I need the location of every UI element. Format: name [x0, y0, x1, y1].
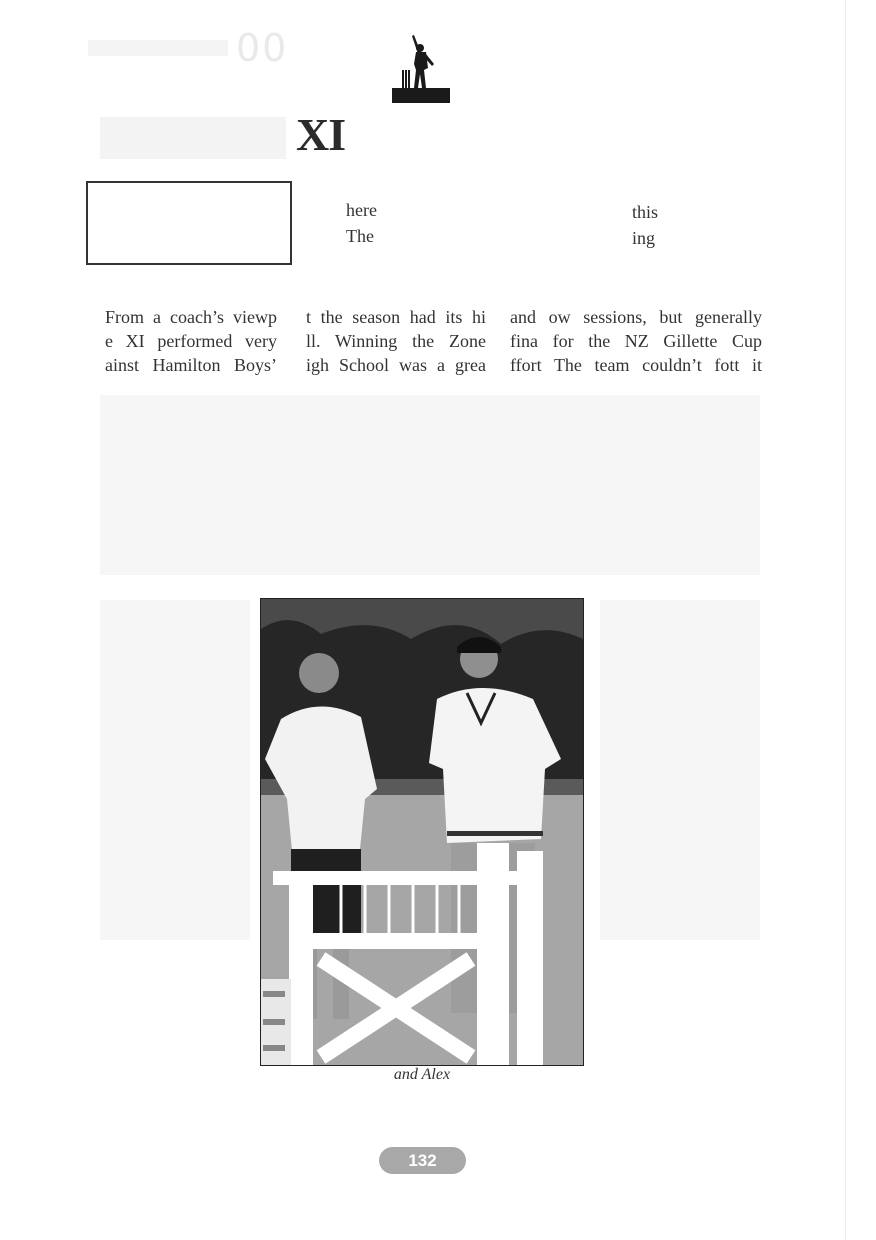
cricket-batsman-logo-icon [390, 34, 452, 106]
faded-heading-block [100, 117, 286, 159]
intro-fragment: this [632, 202, 659, 222]
faded-text-area [100, 600, 250, 940]
page-number: 132 [408, 1150, 437, 1170]
faded-header-bar [88, 40, 228, 56]
body-column-2 [306, 305, 486, 377]
body-line: igh School was a grea [306, 355, 486, 375]
body-line: t the season had its hi [306, 307, 486, 327]
body-line: ll. Winning the Zone [306, 331, 486, 351]
intro-fragment: ing [632, 228, 656, 248]
team-photo [260, 598, 584, 1066]
photo-caption: and Alex [393, 1066, 451, 1083]
body-column-3 [510, 305, 762, 377]
empty-text-frame [86, 181, 292, 265]
intro-fragment: The [346, 226, 374, 246]
body-column-1 [105, 305, 277, 377]
faded-text-area [100, 395, 760, 575]
page-number-badge [379, 1147, 466, 1174]
faded-header-number: 00 [236, 26, 289, 70]
two-cricketers-at-gate-photo [261, 599, 583, 1065]
body-line: From a coach’s viewp [105, 307, 277, 327]
body-line: fina for the NZ Gillette Cup [510, 331, 762, 351]
faded-text-area [600, 600, 760, 940]
body-line: ffort The team couldn’t fott it [510, 355, 762, 375]
intro-fragment: here [346, 200, 377, 220]
section-title: XI [296, 109, 346, 160]
body-line: e XI performed very [105, 331, 277, 351]
body-line: ainst Hamilton Boys’ [105, 355, 277, 375]
scan-edge-line [845, 0, 846, 1240]
body-line: and ow sessions, but generally [510, 307, 762, 327]
